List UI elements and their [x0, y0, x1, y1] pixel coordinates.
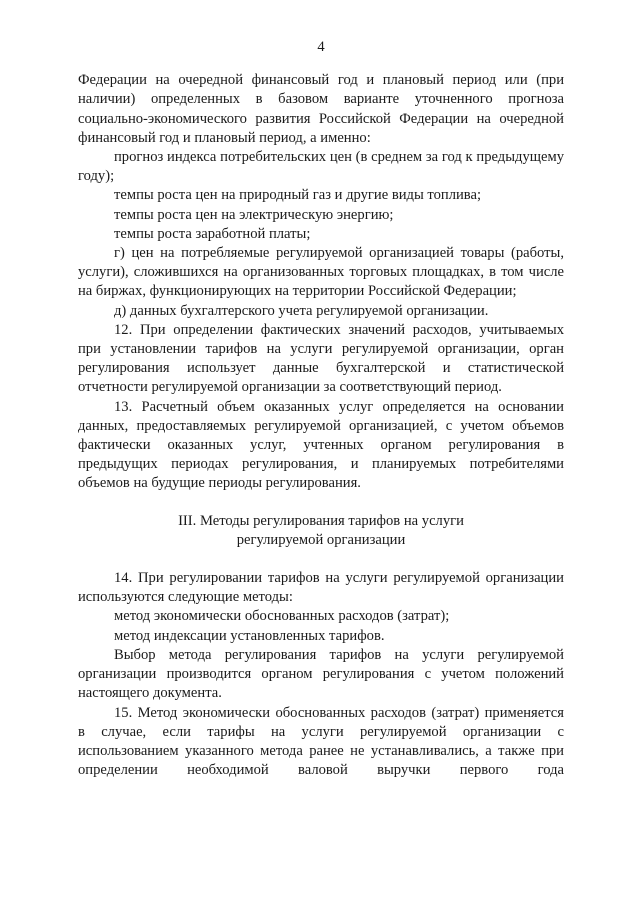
paragraph-method-index: метод индексации установленных тарифов. [114, 627, 385, 644]
paragraph-choice: Выбор метода регулирования тарифов на услуги регулируемой организации производится органом регулирования с учетом положений настоящего документа. [78, 646, 564, 702]
paragraph-13: 13. Расчетный объем оказанных услуг определяется на основании данных, предоставляемых регулируемой организацией, с учетом объемов фактически оказанных услуг, учтенных органом регулирования в предыдущих периодах регулирования, и планируемых потребителями объемов на будущие периоды регулирования. [78, 398, 564, 492]
paragraph-method-cost: метод экономически обоснованных расходов (затрат); [114, 608, 450, 625]
section-title [78, 512, 564, 550]
paragraph-d: д) данных бухгалтерского учета регулируемой организации. [114, 302, 489, 319]
paragraphs-bottom [78, 569, 564, 780]
document-page [78, 38, 564, 780]
paragraph-12: 12. При определении фактических значений расходов, учитываемых при установлении тарифов на услуги регулируемой организации, орган регулирования использует данные бухгалтерской и статистической отчетности регулируемой организации за соответствующий период. [78, 321, 564, 396]
paragraph-15: 15. Метод экономически обоснованных расходов (затрат) применяется в случае, если тарифы на услуги регулируемой организации с использованием указанного метода ранее не устанавливались, а также при определении необходимой валовой выручки первого года [78, 704, 564, 779]
paragraph-wages: темпы роста заработной платы; [114, 225, 311, 242]
paragraph-electricity: темпы роста цен на электрическую энергию; [114, 206, 394, 223]
paragraphs-top [78, 71, 564, 493]
paragraph-continuation: Федерации на очередной финансовый год и плановый период или (при наличии) определенных в базовом варианте уточненного прогноза социально-экономического развития Российской Федерации на очередной финансовый год и плановый период, а именно: [78, 72, 564, 146]
section-title-line-2: регулируемой организации [236, 531, 406, 548]
page-number: 4 [317, 39, 325, 55]
paragraph-14: 14. При регулировании тарифов на услуги регулируемой организации используются следующие методы: [78, 570, 564, 606]
paragraph-g: г) цен на потребляемые регулируемой организацией товары (работы, услуги), сложившихся на организованных торговых площадках, в том числе на биржах, функционирующих на территории Российской Федерации; [78, 245, 564, 300]
paragraph-gas: темпы роста цен на природный газ и другие виды топлива; [114, 187, 482, 204]
paragraph-cpi: прогноз индекса потребительских цен (в среднем за год к предыдущему году); [78, 149, 564, 185]
section-title-line-1: III. Методы регулирования тарифов на услуги [178, 512, 464, 529]
